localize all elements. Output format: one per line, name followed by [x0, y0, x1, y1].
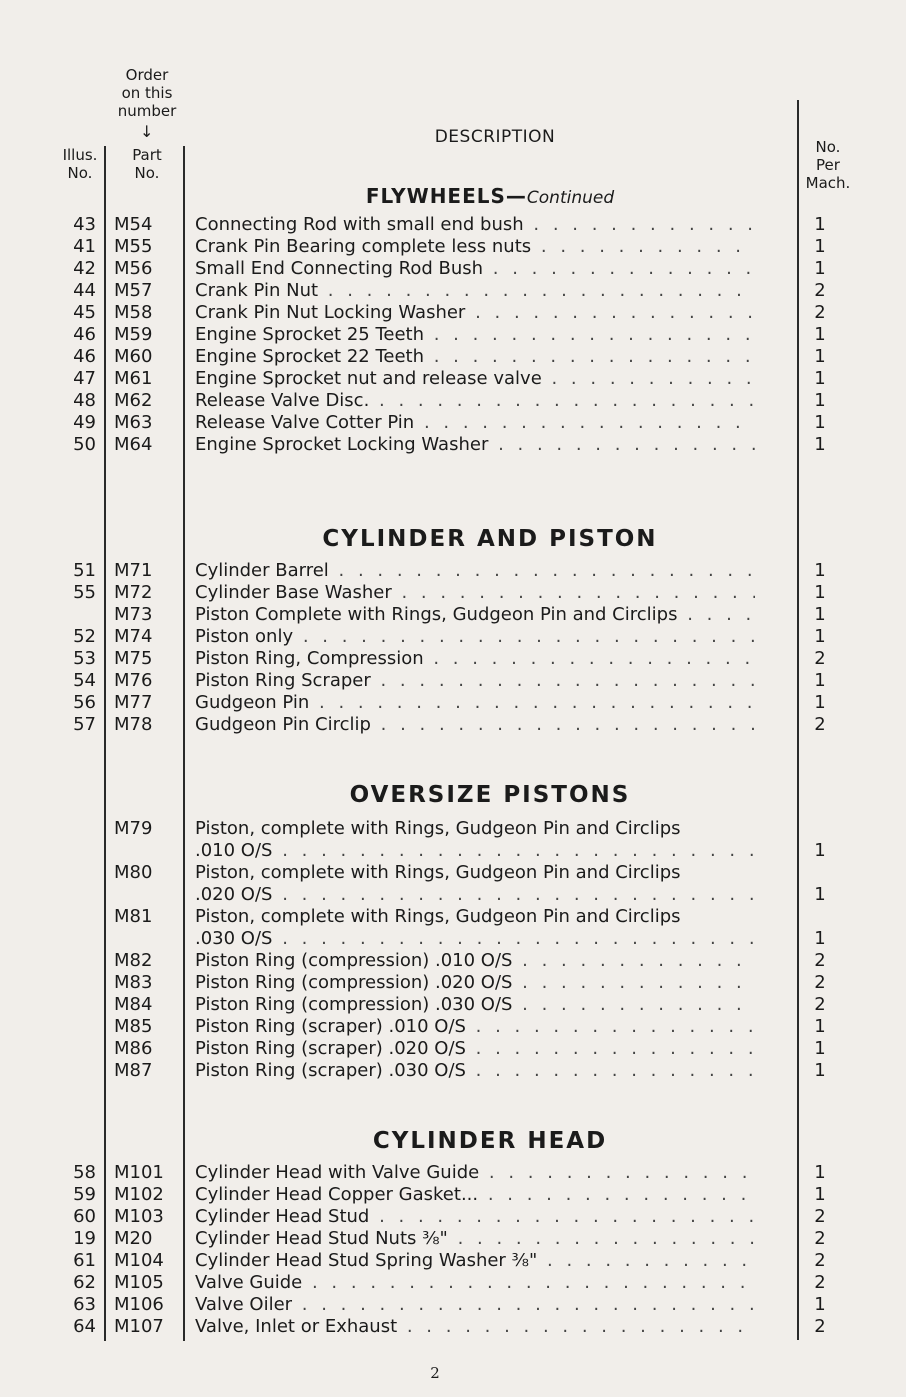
order-note: [112, 66, 182, 120]
part-description: Engine Sprocket 25 Teeth . . .: [195, 324, 755, 345]
part-no: M82: [114, 950, 153, 971]
part-description: Piston Complete with Rings, Gudgeon Pin and Circlips . . .: [195, 604, 755, 625]
illus-no: 43: [73, 214, 96, 235]
table-row: [0, 1206, 906, 1228]
section-title-flywheels: [190, 184, 790, 208]
illus-no: 64: [73, 1316, 96, 1337]
qty-per-machine: 1: [814, 236, 826, 257]
section-title-cylinder-and-piston: CYLINDER AND PISTON: [322, 526, 658, 552]
part-no: M62: [114, 390, 153, 411]
part-no: M72: [114, 582, 153, 603]
part-description: Crank Pin Bearing complete less nuts . . .: [195, 236, 755, 257]
part-description: Gudgeon Pin Circlip . . .: [195, 714, 755, 735]
qty-per-machine: 1: [814, 692, 826, 713]
flywheels-rows: [0, 214, 906, 456]
qty-per-machine: 1: [814, 884, 826, 905]
table-row: [0, 604, 906, 626]
section-title-cylinder-head: CYLINDER HEAD: [372, 1128, 608, 1154]
illus-no: 56: [73, 692, 96, 713]
illus-header-line2: No.: [67, 164, 93, 182]
description-line1: Piston, complete with Rings, Gudgeon Pin and Circlips: [195, 906, 681, 927]
part-header-line2: No.: [134, 164, 160, 182]
description-line2: .010 O/S . . .: [195, 840, 755, 862]
table-row: [0, 346, 906, 368]
illus-no: 50: [73, 434, 96, 455]
part-no: M102: [114, 1184, 164, 1205]
part-description: Piston Ring, Compression . . .: [195, 648, 755, 669]
part-description: Small End Connecting Rod Bush . . .: [195, 258, 755, 279]
table-row: [0, 972, 906, 994]
illus-no: 44: [73, 280, 96, 301]
table-row: [0, 692, 906, 714]
qty-per-machine: 1: [814, 324, 826, 345]
table-row: [0, 258, 906, 280]
table-row: [0, 302, 906, 324]
part-description: Piston Ring (compression) .010 O/S . . .: [195, 950, 755, 971]
illus-no: 61: [73, 1250, 96, 1271]
illus-no: 49: [73, 412, 96, 433]
table-row: [0, 1038, 906, 1060]
part-no: M59: [114, 324, 153, 345]
part-description: Piston Ring (scraper) .020 O/S . . .: [195, 1038, 755, 1059]
part-no: M58: [114, 302, 153, 323]
qty-per-machine: 1: [814, 928, 826, 949]
no-per-mach-header: [800, 138, 856, 192]
illus-no: 54: [73, 670, 96, 691]
part-no: M85: [114, 1016, 153, 1037]
illus-no: 45: [73, 302, 96, 323]
qty-per-machine: 2: [814, 1228, 826, 1249]
part-no: M105: [114, 1272, 164, 1293]
description-line1: Piston, complete with Rings, Gudgeon Pin and Circlips: [195, 862, 681, 883]
qty-per-machine: 1: [814, 214, 826, 235]
description-line2: .030 O/S . . .: [195, 928, 755, 950]
illus-no: 19: [73, 1228, 96, 1249]
table-row: [0, 648, 906, 670]
part-description: Release Valve Cotter Pin . . .: [195, 412, 755, 433]
illus-no: 48: [73, 390, 96, 411]
qty-per-machine: 1: [814, 412, 826, 433]
table-row: [0, 714, 906, 736]
part-description: Cylinder Base Washer . . .: [195, 582, 755, 603]
order-note-line2: on this: [121, 84, 173, 102]
table-row: [0, 1250, 906, 1272]
table-row: [0, 1228, 906, 1250]
qty-per-machine: 1: [814, 670, 826, 691]
illus-no-header: [56, 146, 104, 182]
part-description: [195, 818, 755, 862]
part-description: [195, 906, 755, 950]
part-no: M61: [114, 368, 153, 389]
table-row: [0, 1272, 906, 1294]
part-no: M78: [114, 714, 153, 735]
part-description: Cylinder Barrel . . .: [195, 560, 755, 581]
qty-per-machine: 2: [814, 1206, 826, 1227]
illus-no: 47: [73, 368, 96, 389]
qty-per-machine: 1: [814, 1294, 826, 1315]
part-no: M20: [114, 1228, 153, 1249]
qty-per-machine: 1: [814, 1038, 826, 1059]
table-row: [0, 1060, 906, 1082]
part-header-line1: Part: [132, 146, 162, 164]
part-description: Piston Ring Scraper . . .: [195, 670, 755, 691]
description-line1: Piston, complete with Rings, Gudgeon Pin and Circlips: [195, 818, 681, 839]
part-no: M74: [114, 626, 153, 647]
illus-no: 62: [73, 1272, 96, 1293]
part-no: M104: [114, 1250, 164, 1271]
table-row: [0, 1316, 906, 1338]
part-description: Engine Sprocket nut and release valve . . .: [195, 368, 755, 389]
section-title-oversize-pistons: OVERSIZE PISTONS: [349, 782, 631, 808]
part-no: M73: [114, 604, 153, 625]
part-no: M57: [114, 280, 153, 301]
table-row: [0, 412, 906, 434]
qty-per-machine: 1: [814, 1184, 826, 1205]
qty-per-machine: 2: [814, 714, 826, 735]
qty-per-machine: 1: [814, 840, 826, 861]
illus-no: 58: [73, 1162, 96, 1183]
cylinder-piston-rows: [0, 560, 906, 736]
table-row: [0, 818, 906, 862]
down-arrow-icon: ↓: [140, 122, 154, 141]
part-description: Connecting Rod with small end bush . . .: [195, 214, 755, 235]
table-row: [0, 214, 906, 236]
part-description: Cylinder Head Stud Spring Washer ⅜" . . .: [195, 1250, 755, 1271]
part-description: Piston Ring (scraper) .010 O/S . . .: [195, 1016, 755, 1037]
part-description: Engine Sprocket Locking Washer . . .: [195, 434, 755, 455]
qty-header-line1: No.: [815, 138, 841, 156]
qty-per-machine: 1: [814, 582, 826, 603]
cylinder-head-rows: [0, 1162, 906, 1338]
part-description: Piston Ring (compression) .030 O/S . . .: [195, 994, 755, 1015]
table-row: [0, 324, 906, 346]
part-no: M106: [114, 1294, 164, 1315]
qty-per-machine: 2: [814, 994, 826, 1015]
table-row: [0, 950, 906, 972]
part-description: Cylinder Head with Valve Guide . . .: [195, 1162, 755, 1183]
table-row: [0, 1184, 906, 1206]
table-row: [0, 1162, 906, 1184]
part-no: M86: [114, 1038, 153, 1059]
part-no: M87: [114, 1060, 153, 1081]
qty-per-machine: 1: [814, 560, 826, 581]
table-row: [0, 236, 906, 258]
part-description: Crank Pin Nut Locking Washer . . .: [195, 302, 755, 323]
table-row: [0, 368, 906, 390]
part-no: M84: [114, 994, 153, 1015]
qty-header-line3: Mach.: [805, 174, 851, 192]
part-description: Cylinder Head Stud Nuts ⅜" . . .: [195, 1228, 755, 1249]
part-no: M81: [114, 906, 153, 927]
part-no: M80: [114, 862, 153, 883]
order-note-line3: number: [117, 102, 177, 120]
part-no: M63: [114, 412, 153, 433]
part-no: M64: [114, 434, 153, 455]
part-no: M75: [114, 648, 153, 669]
illus-no: 53: [73, 648, 96, 669]
part-description: Piston Ring (compression) .020 O/S . . .: [195, 972, 755, 993]
illus-no: 51: [73, 560, 96, 581]
table-row: [0, 280, 906, 302]
table-row: [0, 862, 906, 906]
table-row: [0, 560, 906, 582]
table-row: [0, 582, 906, 604]
part-description: Cylinder Head Stud . . .: [195, 1206, 755, 1227]
description-header: DESCRIPTION: [434, 127, 556, 147]
qty-per-machine: 2: [814, 1272, 826, 1293]
qty-per-machine: 1: [814, 258, 826, 279]
illus-header-line1: Illus.: [62, 146, 98, 164]
illus-no: 57: [73, 714, 96, 735]
part-no-header: [112, 146, 182, 182]
part-description: [195, 862, 755, 906]
part-description: Release Valve Disc. . . .: [195, 390, 755, 411]
qty-per-machine: 1: [814, 1016, 826, 1037]
qty-per-machine: 2: [814, 1316, 826, 1337]
part-no: M60: [114, 346, 153, 367]
illus-no: 41: [73, 236, 96, 257]
part-no: M101: [114, 1162, 164, 1183]
part-description: Cylinder Head Copper Gasket... . . .: [195, 1184, 755, 1205]
illus-no: 63: [73, 1294, 96, 1315]
part-no: M55: [114, 236, 153, 257]
illus-no: 60: [73, 1206, 96, 1227]
table-row: [0, 390, 906, 412]
part-description: Crank Pin Nut . . .: [195, 280, 755, 301]
part-no: M56: [114, 258, 153, 279]
part-description: Piston Ring (scraper) .030 O/S . . .: [195, 1060, 755, 1081]
part-no: M79: [114, 818, 153, 839]
description-line2: .020 O/S . . .: [195, 884, 755, 906]
table-row: [0, 626, 906, 648]
illus-no: 52: [73, 626, 96, 647]
part-no: M83: [114, 972, 153, 993]
table-row: [0, 670, 906, 692]
part-description: Valve Oiler . . .: [195, 1294, 755, 1315]
part-no: M54: [114, 214, 153, 235]
order-note-line1: Order: [125, 66, 169, 84]
qty-per-machine: 1: [814, 1162, 826, 1183]
qty-per-machine: 1: [814, 604, 826, 625]
qty-per-machine: 1: [814, 434, 826, 455]
illus-no: 46: [73, 346, 96, 367]
qty-per-machine: 1: [814, 346, 826, 367]
qty-per-machine: 2: [814, 302, 826, 323]
table-row: [0, 1016, 906, 1038]
table-row: [0, 1294, 906, 1316]
part-description: Gudgeon Pin . . .: [195, 692, 755, 713]
part-description: Piston only . . .: [195, 626, 755, 647]
flywheels-title: FLYWHEELS—: [365, 184, 527, 208]
part-no: M77: [114, 692, 153, 713]
table-row: [0, 994, 906, 1016]
qty-per-machine: 1: [814, 368, 826, 389]
illus-no: 46: [73, 324, 96, 345]
qty-per-machine: 1: [814, 1060, 826, 1081]
illus-no: 59: [73, 1184, 96, 1205]
qty-per-machine: 1: [814, 626, 826, 647]
part-no: M107: [114, 1316, 164, 1337]
qty-per-machine: 2: [814, 648, 826, 669]
qty-per-machine: 2: [814, 280, 826, 301]
part-no: M76: [114, 670, 153, 691]
page-number: 2: [430, 1364, 440, 1382]
oversize-rows: [0, 818, 906, 1082]
part-no: M71: [114, 560, 153, 581]
table-row: [0, 434, 906, 456]
table-row: [0, 906, 906, 950]
qty-per-machine: 2: [814, 972, 826, 993]
part-no: M103: [114, 1206, 164, 1227]
qty-per-machine: 1: [814, 390, 826, 411]
qty-per-machine: 2: [814, 1250, 826, 1271]
part-description: Engine Sprocket 22 Teeth . . .: [195, 346, 755, 367]
continued-label: Continued: [526, 188, 615, 208]
illus-no: 42: [73, 258, 96, 279]
illus-no: 55: [73, 582, 96, 603]
qty-header-line2: Per: [816, 156, 840, 174]
part-description: Valve Guide . . .: [195, 1272, 755, 1293]
qty-per-machine: 2: [814, 950, 826, 971]
part-description: Valve, Inlet or Exhaust . . .: [195, 1316, 755, 1337]
